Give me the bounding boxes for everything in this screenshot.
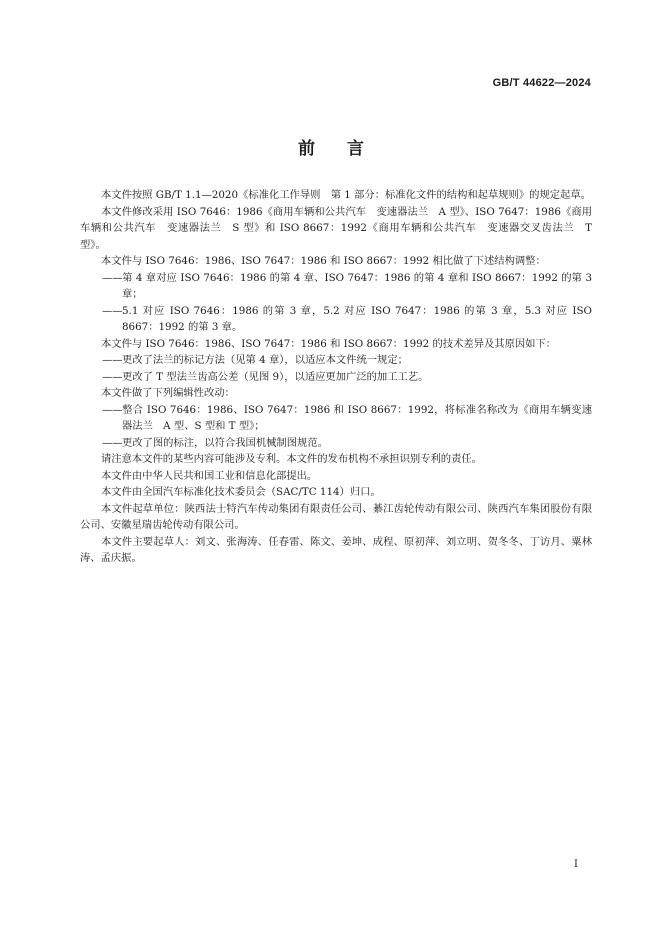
list-item (80, 402, 592, 435)
list-item-text: 第 4 章对应 ISO 7646：1986 的第 4 章、ISO 7647：1986 的第 4 章和 ISO 8667：1992 的第 3 章； (122, 271, 592, 300)
list-dash: —— (102, 271, 123, 284)
paragraph-structural-changes: 本文件与 ISO 7646：1986、ISO 7647：1986 和 ISO 8667：1992 相比做了下述结构调整： (101, 255, 546, 267)
list-dash: —— (102, 304, 123, 317)
list-dash: —— (102, 436, 123, 449)
foreword-body (80, 187, 592, 567)
paragraph-adoption: 本文件修改采用 ISO 7646：1986《商用车辆和公共汽车 变速器法兰 A 型》、ISO 7647：1986《商用车辆和公共汽车 变速器法兰 S 型》和 ISO 8667：1992《商用车辆和公共汽车 变速器交叉齿法兰 T 型》。 (80, 205, 592, 251)
paragraph-committee: 本文件由全国汽车标准化技术委员会（SAC/TC 114）归口。 (101, 486, 381, 498)
list-item-text: 更改了法兰的标记方法（见第 4 章），以适应本文件统一规定； (122, 354, 408, 366)
list-item-text: 5.1 对应 ISO 7646：1986 的第 3 章，5.2 对应 ISO 7647：1986 的第 3 章，5.3 对应 ISO 8667：1992 的第 3 章。 (122, 304, 592, 333)
page-number: I (574, 859, 578, 870)
paragraph-drafting-rules: 本文件按照 GB/T 1.1—2020《标准化工作导则 第 1 部分：标准化文件的结构和起草规则》的规定起草。 (101, 189, 591, 201)
standard-code: GB/T 44622—2024 (492, 77, 591, 89)
list-dash: —— (102, 354, 123, 366)
paragraph-drafters: 本文件主要起草人：刘文、张海涛、任春雷、陈文、姜坤、成程、原初萍、刘立明、贺冬冬、丁访月、粟林涛、孟庆振。 (80, 535, 592, 564)
list-item-text: 更改了 T 型法兰齿高公差（见图 9），以适应更加广泛的加工工艺。 (122, 370, 429, 383)
list-item (80, 435, 592, 452)
list-item-text: 整合 ISO 7646：1986、ISO 7647：1986 和 ISO 8667：1992，将标准名称改为《商用车辆变速器法兰 A 型、S 型和 T 型》； (122, 403, 592, 432)
list-item (80, 303, 592, 336)
list-dash: —— (102, 403, 123, 416)
paragraph-proposer: 本文件由中华人民共和国工业和信息化部提出。 (101, 469, 318, 482)
page-title: 前言 (298, 139, 396, 159)
list-item-text: 更改了图的标注，以符合我国机械制图规范。 (122, 436, 328, 449)
paragraph-patent-notice: 请注意本文件的某些内容可能涉及专利。本文件的发布机构不承担识别专利的责任。 (101, 453, 482, 465)
paragraph-technical-differences: 本文件与 ISO 7646：1986、ISO 7647：1986 和 ISO 8667：1992 的技术差异及其原因如下： (101, 337, 557, 350)
list-item (80, 352, 592, 369)
list-item (80, 369, 592, 386)
paragraph-editorial-changes: 本文件做了下列编辑性改动： (101, 387, 235, 399)
paragraph-drafting-units: 本文件起草单位：陕西法士特汽车传动集团有限责任公司、綦江齿轮传动有限公司、陕西汽车集团股份有限公司、安徽星瑞齿轮传动有限公司。 (80, 502, 592, 531)
list-dash: —— (102, 370, 123, 383)
list-item (80, 270, 592, 303)
